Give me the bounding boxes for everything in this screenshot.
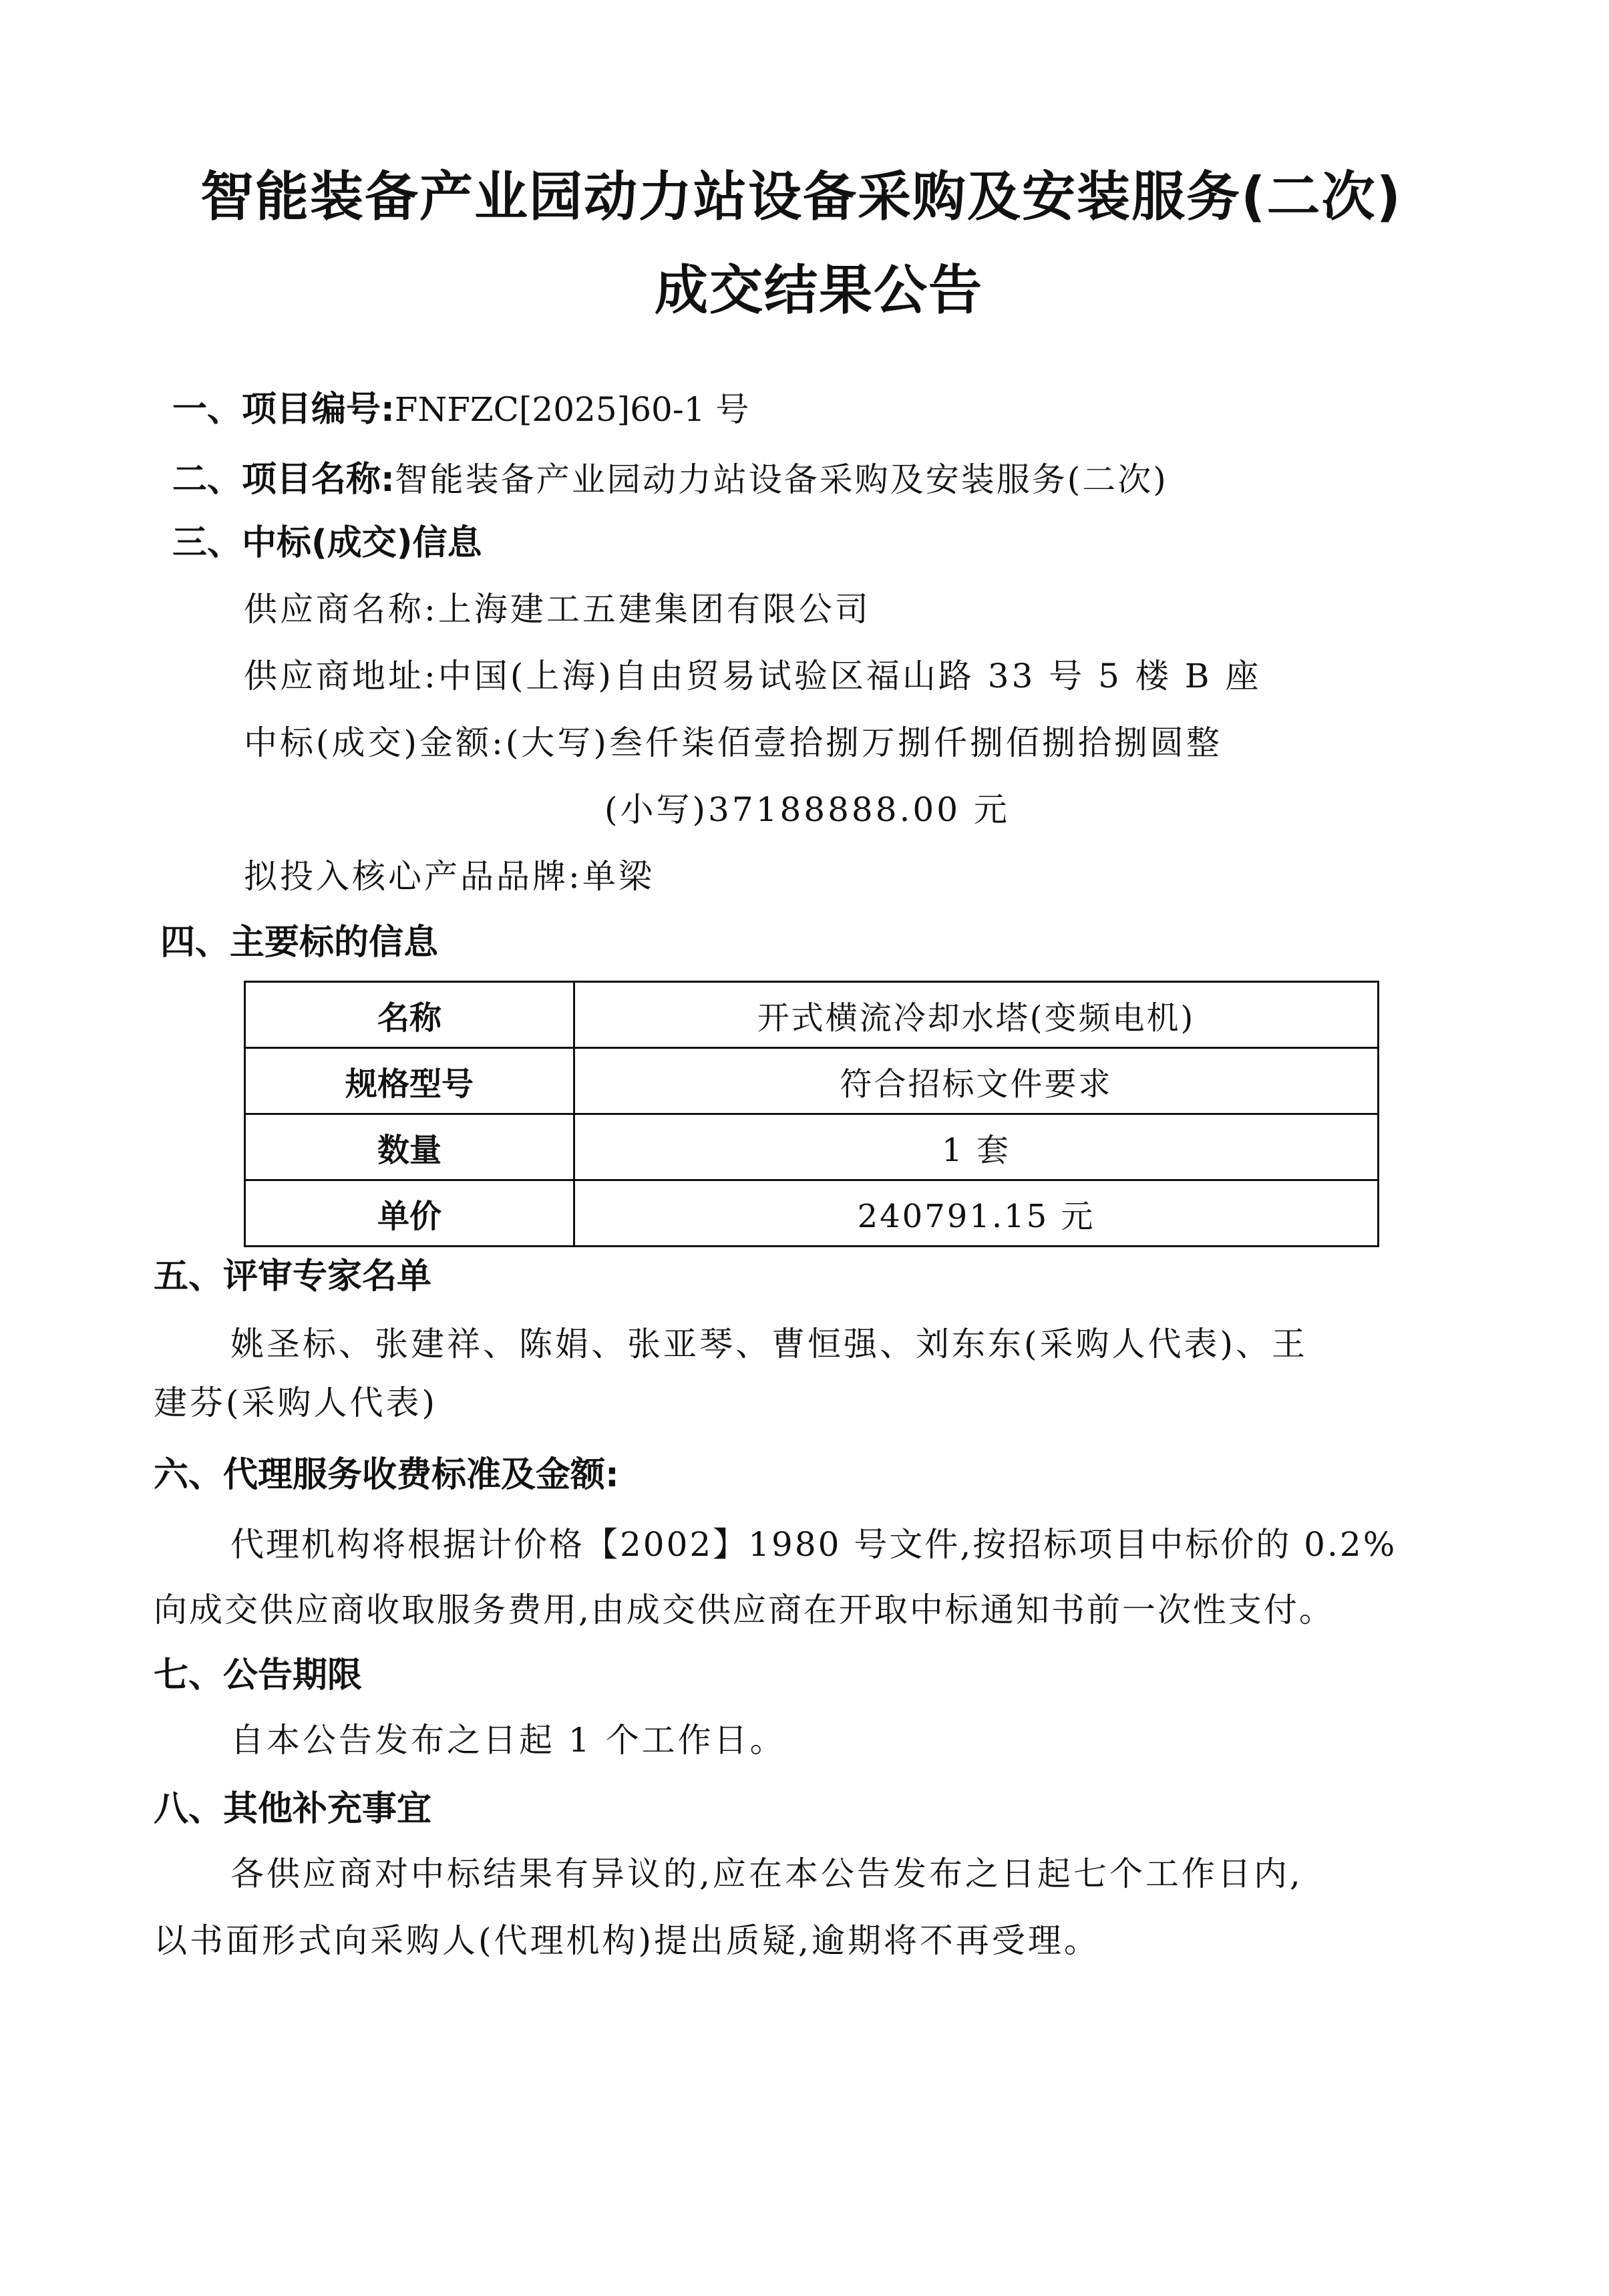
project-name-value: 智能装备产业园动力站设备采购及安装服务(二次)	[394, 460, 1168, 499]
table-row	[245, 982, 1379, 1048]
table-row	[245, 1180, 1379, 1247]
core-product-brand: 拟投入核心产品品牌:单梁	[244, 857, 655, 896]
section-heading-other-matters: 八、其他补充事宜	[154, 1789, 432, 1829]
table-value-cell: 1 套	[574, 1114, 1379, 1180]
supplier-name: 供应商名称:上海建工五建集团有限公司	[244, 590, 871, 629]
other-matters-line2: 以书面形式向采购人(代理机构)提出质疑,逾期将不再受理。	[154, 1921, 1100, 1960]
amount-uppercase: 中标(成交)金额:(大写)叁仟柒佰壹拾捌万捌仟捌佰捌拾捌圆整	[244, 723, 1222, 762]
table-label-cell: 单价	[245, 1180, 574, 1247]
table-label-cell: 数量	[245, 1114, 574, 1180]
supplier-address: 供应商地址:中国(上海)自由贸易试验区福山路 33 号 5 楼 B 座	[244, 657, 1262, 695]
section-heading-winning-info: 三、中标(成交)信息	[172, 523, 482, 563]
section-heading-agency-fee: 六、代理服务收费标准及金额:	[154, 1455, 619, 1495]
section-project-number	[172, 381, 749, 431]
section-heading-notice-period: 七、公告期限	[154, 1655, 363, 1695]
section-heading-main-items: 四、主要标的信息	[160, 923, 439, 963]
section-project-name	[172, 451, 1168, 501]
agency-fee-line1: 代理机构将根据计价格【2002】1980 号文件,按招标项目中标价的 0.2%	[230, 1525, 1397, 1564]
table-label-cell: 规格型号	[245, 1048, 574, 1114]
notice-period-text: 自本公告发布之日起 1 个工作日。	[230, 1721, 786, 1760]
experts-line2: 建芬(采购人代表)	[154, 1383, 438, 1422]
document-title-line2: 成交结果公告	[655, 259, 983, 321]
table-row	[245, 1114, 1379, 1180]
table-row	[245, 1048, 1379, 1114]
table-value-cell: 240791.15 元	[574, 1180, 1379, 1247]
section-heading: 二、项目名称:	[172, 460, 395, 500]
table-value-cell: 符合招标文件要求	[574, 1048, 1379, 1114]
project-number-value: FNFZC[2025]60-1 号	[394, 390, 749, 429]
agency-fee-line2: 向成交供应商收取服务费用,由成交供应商在开取中标通知书前一次性支付。	[154, 1591, 1334, 1629]
experts-line1: 姚圣标、张建祥、陈娟、张亚琴、曹恒强、刘东东(采购人代表)、王	[230, 1325, 1308, 1363]
amount-lowercase: (小写)37188888.00 元	[604, 790, 1010, 829]
section-heading-experts: 五、评审专家名单	[154, 1257, 432, 1297]
table-label-cell: 名称	[245, 982, 574, 1048]
section-heading: 一、项目编号:	[172, 389, 395, 430]
other-matters-line1: 各供应商对中标结果有异议的,应在本公告发布之日起七个工作日内,	[230, 1854, 1303, 1893]
document-title-line1: 智能装备产业园动力站设备采购及安装服务(二次)	[200, 166, 1403, 228]
table-value-cell: 开式横流冷却水塔(变频电机)	[574, 982, 1379, 1048]
bid-items-table	[244, 981, 1379, 1247]
